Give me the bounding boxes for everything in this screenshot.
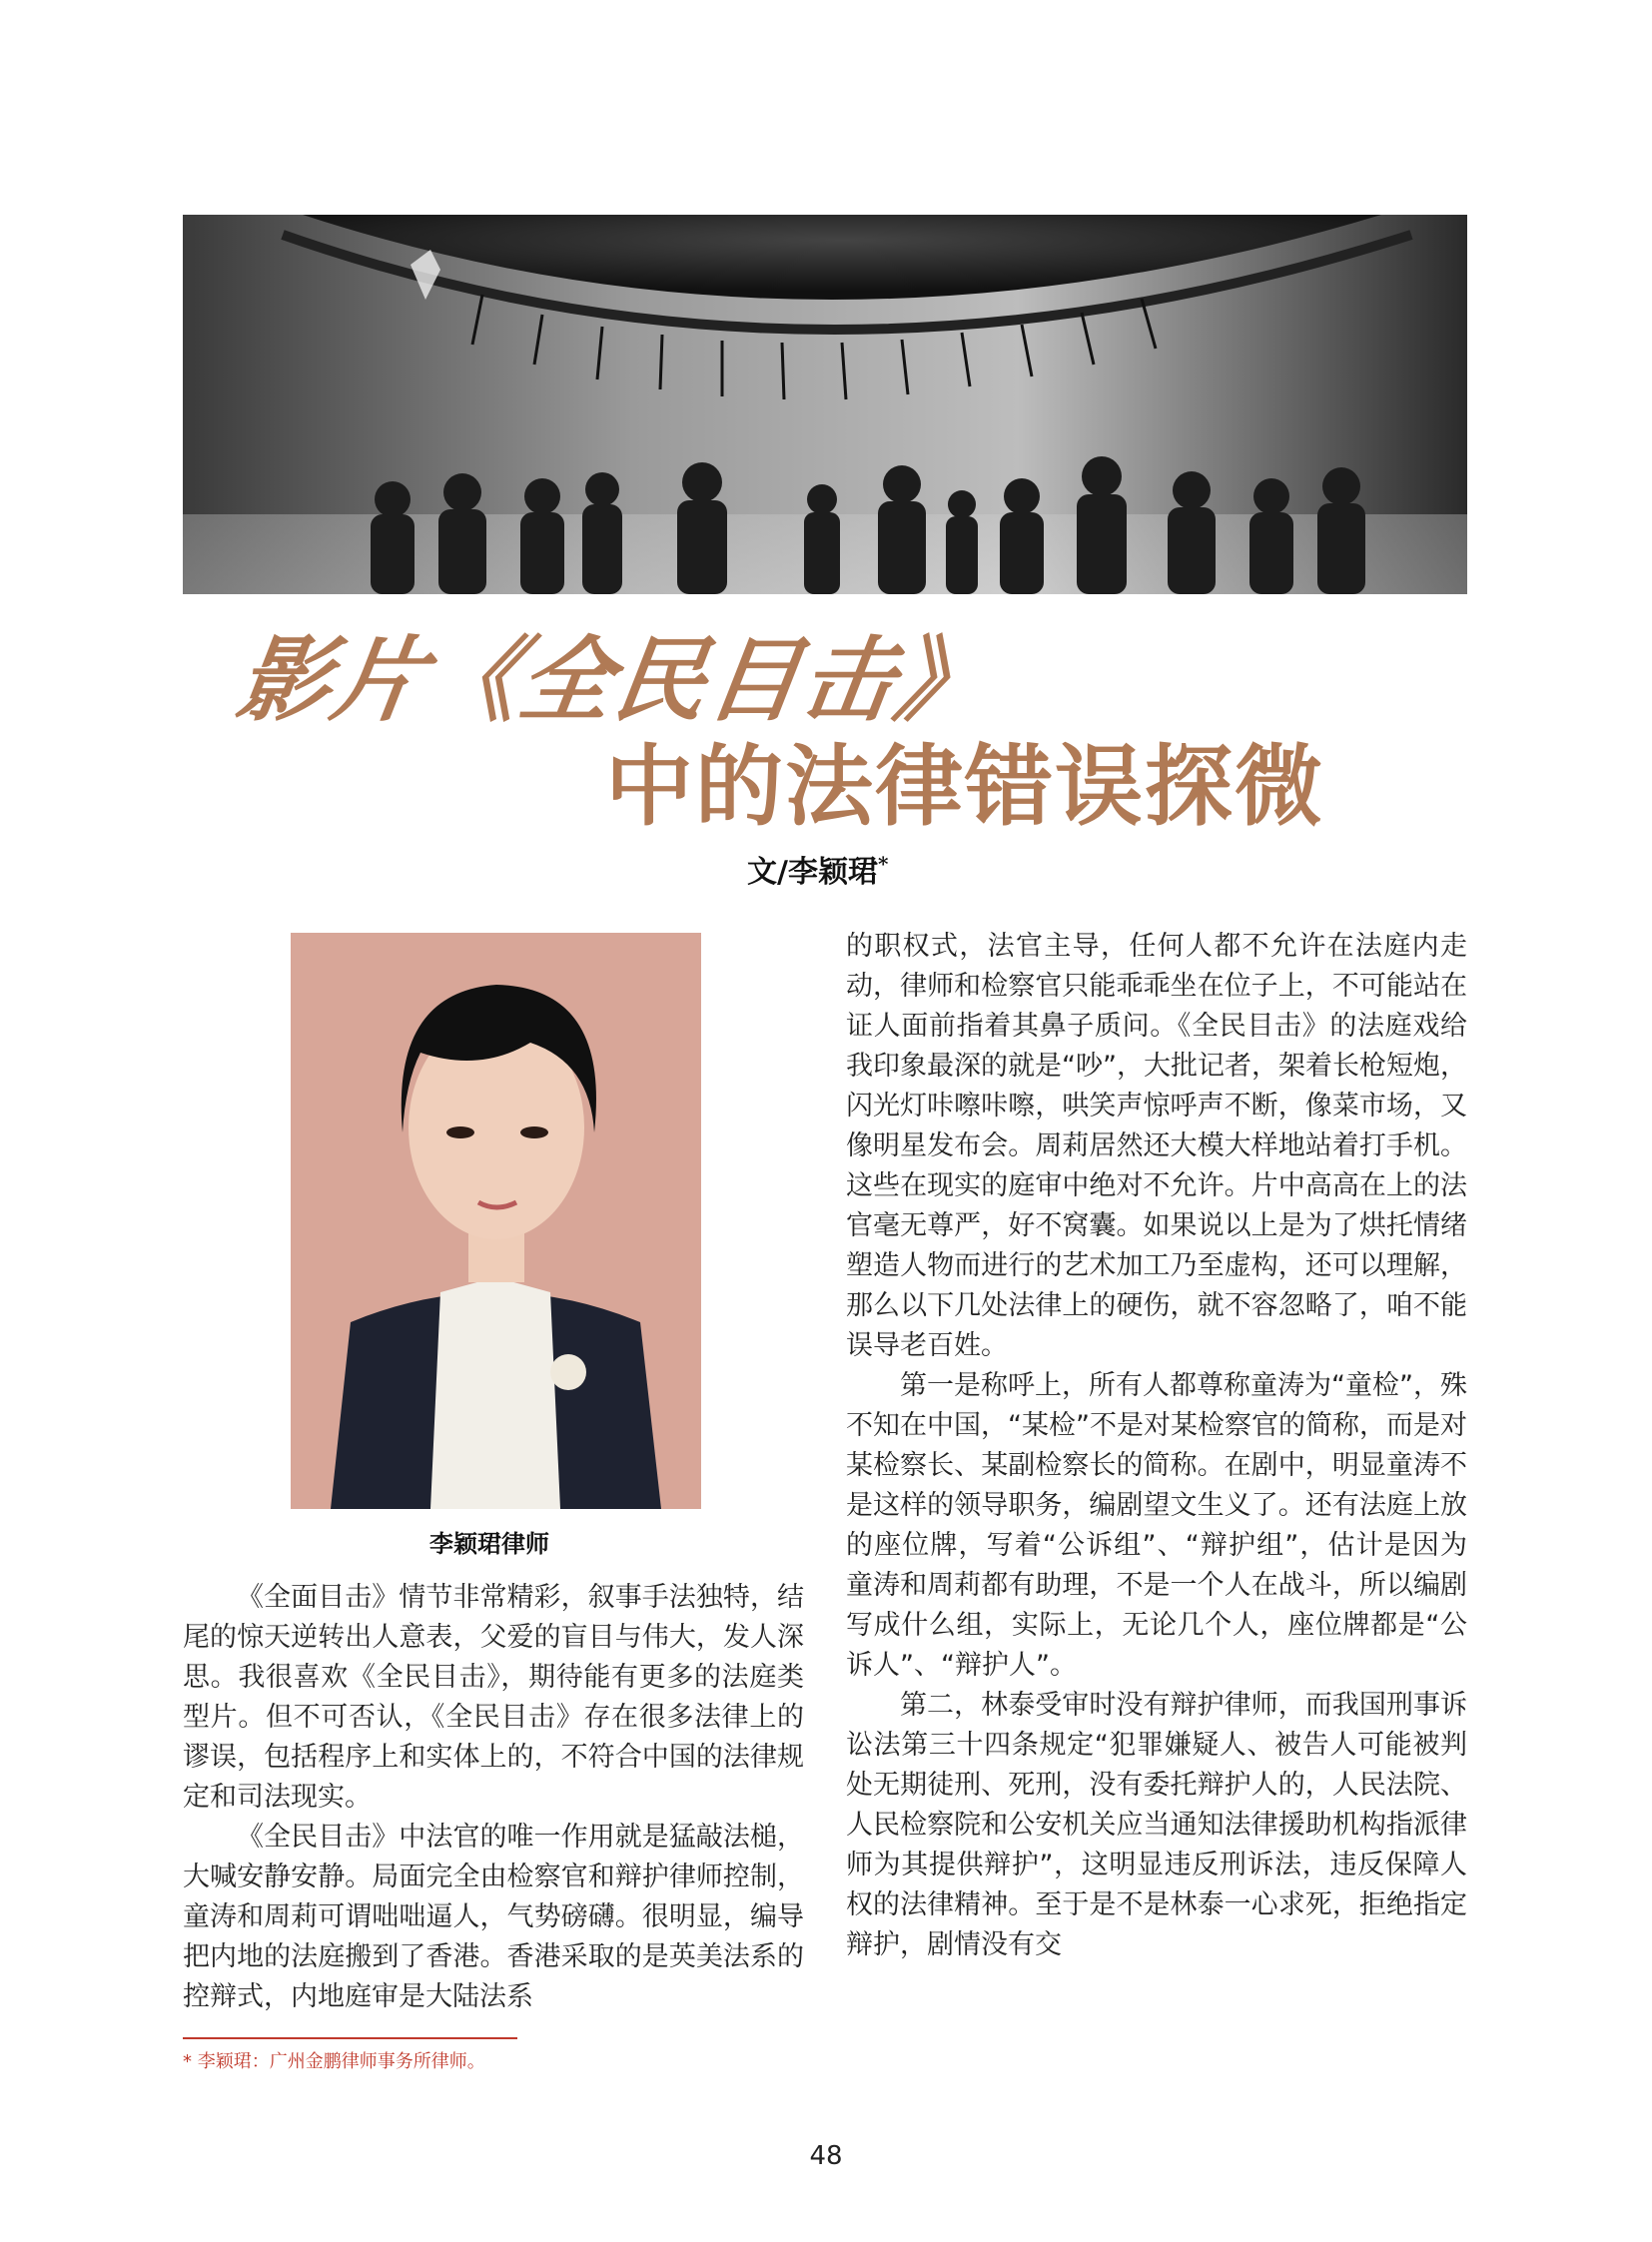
- paragraph: 《全面目击》情节非常精彩，叙事手法独特，结尾的惊天逆转出人意表，父爱的盲目与伟大，发人深思。我很喜欢《全民目击》，期待能有更多的法庭类型片。但不可否认，《全民目击》存在很多法律上的谬误，包括程序上和实体上的，不符合中国的法律规定和司法现实。: [183, 1582, 804, 1813]
- byline-footnote-mark: *: [877, 852, 889, 876]
- eye-and-crowd-illustration: [183, 215, 1467, 594]
- portrait-illustration: [291, 933, 701, 1509]
- footnote: * 李颖珺：广州金鹏律师事务所律师。: [183, 2051, 485, 2072]
- paragraph: 第一是称呼上，所有人都尊称童涛为“童检”，殊不知在中国，“某检”不是对某检察官的简称，而是对某检察长、某副检察长的简称。在剧中，明显童涛不是这样的领导职务，编剧望文生义了。还有法庭上放的座位牌，写着“公诉组”、“辩护组”，估计是因为童涛和周莉都有助理，不是一个人在战斗，所以编剧写成什么组，实际上，无论几个人，座位牌都是“公诉人”、“辩护人”。: [846, 1370, 1467, 1681]
- article-column-right: [846, 927, 1467, 1965]
- author-photo: [291, 933, 701, 1509]
- photo-caption: 李颖珺律师: [429, 1529, 549, 1558]
- hero-image: [183, 215, 1467, 594]
- paragraph: 第二，林泰受审时没有辩护律师，而我国刑事诉讼法第三十四条规定“犯罪嫌疑人、被告人可能被判处无期徒刑、死刑，没有委托辩护人的，人民法院、人民检察院和公安机关应当通知法律援助机构指派律师为其提供辩护”，这明显违反刑诉法，违反保障人权的法律精神。至于是不是林泰一心求死，拒绝指定辩护，剧情没有交: [846, 1690, 1467, 1960]
- byline: [747, 847, 888, 891]
- paragraph: 的职权式，法官主导，任何人都不允许在法庭内走动，律师和检察官只能乖乖坐在位子上，不可能站在证人面前指着其鼻子质问。《全民目击》的法庭戏给我印象最深的就是“吵”，大批记者，架着长枪短炮，闪光灯咔嚓咔嚓，哄笑声惊呼声不断，像菜市场，又像明星发布会。周莉居然还大模大样地站着打手机。这些在现实的庭审中绝对不允许。片中高高在上的法官毫无尊严，好不窝囊。如果说以上是为了烘托情绪塑造人物而进行的艺术加工乃至虚构，还可以理解，那么以下几处法律上的硬伤，就不容忽略了，咱不能误导老百姓。: [846, 931, 1467, 1361]
- article-title-line-1: 影片《全民目击》: [231, 627, 998, 734]
- article-title-line-2: 中的法律错误探微: [605, 735, 1325, 838]
- footnote-divider: [183, 2037, 517, 2039]
- paragraph: 《全民目击》中法官的唯一作用就是猛敲法槌，大喊安静安静。局面完全由检察官和辩护律师控制，童涛和周莉可谓咄咄逼人，气势磅礴。很明显，编导把内地的法庭搬到了香港。香港采取的是英美法系的控辩式，内地庭审是大陆法系: [183, 1822, 804, 2012]
- page-number: 48: [809, 2141, 843, 2171]
- article-column-left: [183, 1578, 804, 2017]
- byline-author: 文/李颖珺: [747, 855, 878, 890]
